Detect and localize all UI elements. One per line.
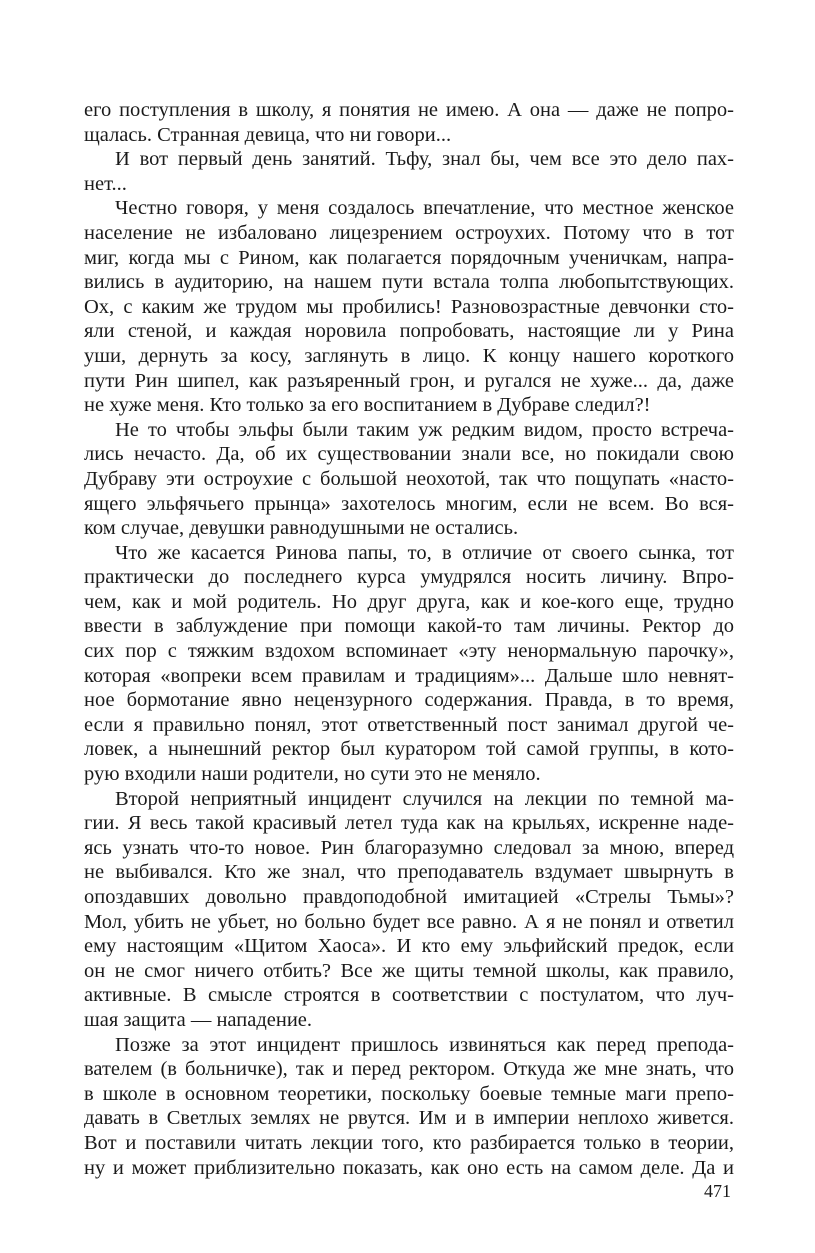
text-line: уши, дернуть за косу, заглянуть в лицо. К концу нашего короткого: [84, 344, 734, 367]
text-line: ное бормотание явно нецензурного содержания. Правда, в то время,: [84, 689, 734, 712]
text-line: население не избаловано лицезрением остроухих. Потому что в тот: [84, 221, 734, 244]
paragraph: [84, 1033, 734, 1181]
text-line: Не то чтобы эльфы были таким уж редким видом, просто встреча-: [115, 418, 734, 441]
text-line: активные. В смысле строятся в соответствии с постулатом, что луч-: [84, 984, 734, 1007]
text-line: вателем (в больничке), так и перед ректором. Откуда же мне знать, что: [84, 1058, 734, 1081]
text-line: Ох, с каким же трудом мы пробились! Разновозрастные девчонки сто-: [84, 295, 734, 318]
text-line: шая защита — нападение.: [84, 1008, 313, 1031]
page-number: 471: [704, 1181, 731, 1201]
text-line: вились в аудиторию, на нашем пути встала толпа любопытствующих.: [84, 271, 734, 294]
text-line: Дубраву эти остроухие с большой неохотой, так что пощупать «насто-: [84, 467, 734, 490]
text-line: нет...: [84, 172, 127, 195]
text-line: Честно говоря, у меня создалось впечатление, что местное женское: [115, 197, 734, 220]
text-line: не хуже меня. Кто только за его воспитанием в Дубраве следил?!: [84, 394, 651, 417]
text-line: он не смог ничего отбить? Все же щиты темной школы, как правило,: [84, 959, 734, 982]
text-line: ну и может приблизительно показать, как оно есть на самом деле. Да и: [84, 1156, 734, 1179]
text-line: опоздавших довольно правдоподобной имитацией «Стрелы Тьмы»?: [84, 886, 734, 908]
text-line: лись нечасто. Да, об их существовании знали все, но покидали свою: [84, 443, 734, 466]
text-line: которая «вопреки всем правилам и традициям»... Дальше шло невнят-: [84, 664, 734, 687]
text-line: пути Рин шипел, как разъяренный грон, и ругался не хуже... да, даже: [84, 369, 734, 392]
text-line: чем, как и мой родитель. Но друг друга, как и кое-кого еще, трудно: [84, 590, 734, 613]
text-line: Позже за этот инцидент пришлось извиняться как перед препода-: [115, 1033, 734, 1056]
text-line: ввести в заблуждение при помощи какой-то там личины. Ректор до: [84, 615, 734, 638]
paragraph: [84, 541, 734, 787]
paragraph: [84, 147, 734, 196]
text-line: ясь узнать что-то новое. Рин благоразумно следовал за мною, вперед: [84, 836, 734, 859]
body-text: [84, 98, 734, 1180]
text-line: гии. Я весь такой красивый летел туда как на крыльях, искренне наде-: [84, 812, 734, 835]
text-line: практически до последнего курса умудрялся носить личину. Впро-: [84, 566, 734, 589]
text-line: ком случае, девушки равнодушными не остались.: [84, 517, 519, 540]
text-line: давать в Светлых землях не рвутся. Им и в империи неплохо живется.: [84, 1107, 734, 1130]
paragraph: [84, 418, 734, 541]
paragraph: [84, 196, 734, 417]
paragraph: [84, 98, 734, 147]
text-line: И вот первый день занятий. Тьфу, знал бы, чем все это дело пах-: [115, 148, 734, 171]
text-line: ящего эльфячьего прынца» захотелось многим, если не всем. Во вся-: [84, 492, 734, 515]
text-line: Что же касается Ринова папы, то, в отличие от своего сынка, тот: [115, 541, 734, 564]
text-line: щалась. Странная девица, что ни говори...: [84, 123, 452, 146]
text-line: ловек, а нынешний ректор был куратором той самой группы, в кото-: [84, 738, 734, 761]
text-line: ему настоящим «Щитом Хаоса». И кто ему эльфийский предок, если: [84, 935, 734, 958]
text-line: миг, когда мы с Рином, как полагается порядочным ученичкам, напра-: [84, 246, 734, 269]
text-line: если я правильно понял, этот ответственный пост занимал другой че-: [84, 713, 734, 736]
text-line: рую входили наши родители, но сути это не меняло.: [84, 763, 541, 786]
text-line: Вот и поставили читать лекции того, кто разбирается только в теории,: [84, 1131, 734, 1154]
text-line: не выбивался. Кто же знал, что преподаватель вздумает швырнуть в: [84, 861, 734, 884]
text-line: сих пор с тяжким вздохом вспоминает «эту ненормальную парочку»,: [84, 640, 734, 663]
text-line: его поступления в школу, я понятия не имею. А она — даже не попро-: [84, 99, 734, 121]
text-line: яли стеной, и каждая норовила попробовать, настоящие ли у Рина: [84, 320, 734, 343]
paragraph: [84, 787, 734, 1033]
text-line: Второй неприятный инцидент случился на лекции по темной ма-: [115, 787, 734, 810]
text-line: в школе в основном теоретики, поскольку боевые темные маги препо-: [84, 1082, 734, 1105]
text-line: Мол, убить не убьет, но больно будет все равно. А я не понял и ответил: [84, 910, 734, 933]
